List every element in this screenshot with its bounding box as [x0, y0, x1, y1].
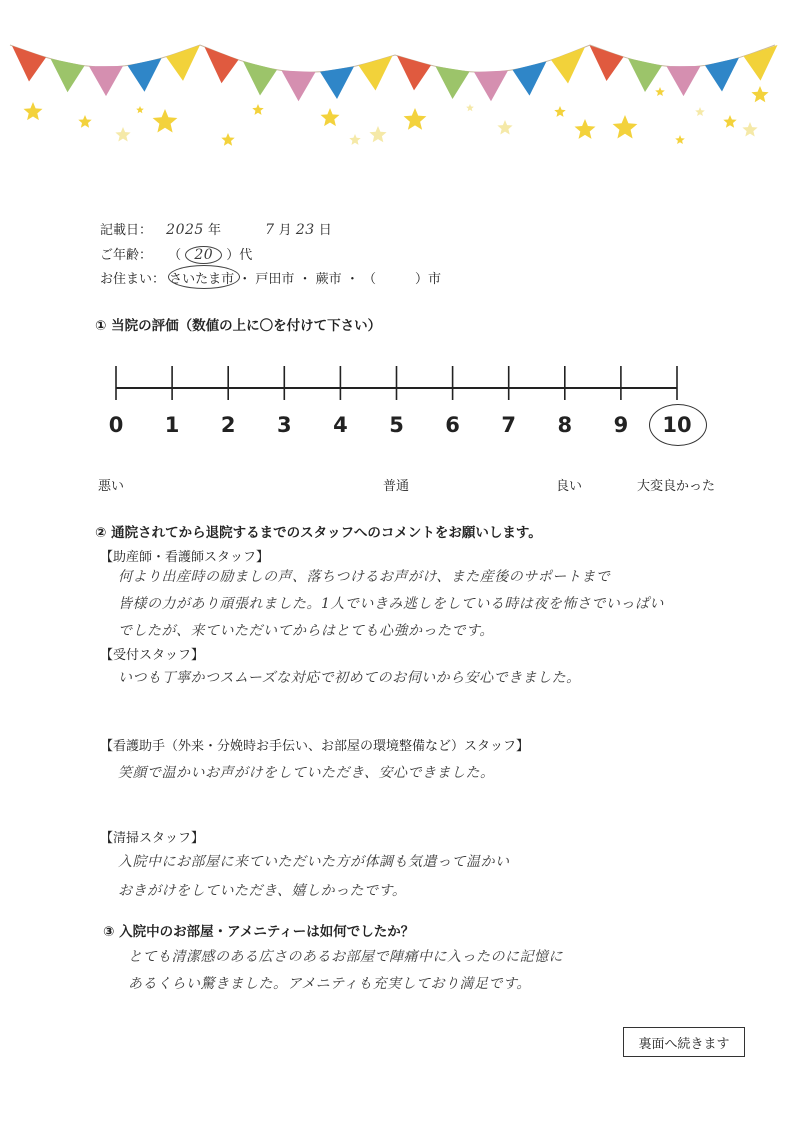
scale-number-0: 0 [108, 413, 124, 437]
date-month: 7 [265, 222, 275, 238]
cleaning-line-2: おきがけをしていただき、嬉しかったです。 [118, 883, 407, 899]
midwife-line-3: でしたが、来ていただいてからはとても心強かったです。 [118, 623, 494, 639]
scale-number-1: 1 [164, 413, 180, 437]
residence-options: さいたま市 ・ 戸田市 ・ 蕨市 ・ （ ）市 [169, 272, 441, 287]
scale-number-5: 5 [389, 413, 404, 437]
label-bad: 悪い [98, 479, 125, 494]
scale-number-8: 8 [557, 413, 573, 437]
date-label: 記載日： [100, 223, 153, 238]
rating-selected-circle [649, 404, 707, 446]
label-normal: 普通 [383, 479, 410, 494]
scale-number-10: 10 [662, 413, 692, 437]
date-year: 2025 [166, 222, 204, 238]
midwife-line-2: 皆様の力があり頑張れました。1人でいきみ逃しをしている時は夜を怖さでいっぱい [118, 596, 664, 612]
scale-number-6: 6 [445, 413, 460, 437]
cleaning-line-1: 入院中にお部屋に来ていただいた方が体調も気遣って温かい [118, 854, 510, 870]
cleaning-label: 【清掃スタッフ】 [100, 831, 205, 846]
residence-label: お住まい： [100, 272, 166, 287]
label-very-good: 大変良かった [637, 479, 716, 494]
continue-label: 裏面へ続きます [638, 1036, 730, 1052]
midwife-label: 【助産師・看護師スタッフ】 [100, 550, 270, 565]
continue-on-back-box [623, 1027, 745, 1057]
scale-number-9: 9 [613, 413, 629, 437]
reception-label: 【受付スタッフ】 [100, 648, 205, 663]
age-open: （ [168, 248, 182, 263]
rating-scale [0, 0, 800, 460]
q1-heading: ① 当院の評価（数値の上に〇を付けて下さい） [95, 318, 382, 334]
q3-line-1: とても清潔感のある広さのあるお部屋で陣痛中に入ったのに記憶に [128, 949, 563, 965]
scale-number-7: 7 [501, 413, 516, 437]
midwife-line-1: 何より出産時の励ましの声、落ちつけるお声がけ、また産後のサポートまで [118, 569, 611, 585]
q3-line-2: あるくらい驚きました。アメニティも充実しており満足です。 [128, 976, 531, 992]
scale-number-2: 2 [220, 413, 236, 437]
age-value-circled: 20 [185, 246, 222, 264]
q2-heading: ② 通院されてから退院するまでのスタッフへのコメントをお願いします。 [95, 525, 542, 541]
date-day: 23 [295, 222, 315, 238]
scale-number-3: 3 [276, 413, 292, 437]
date-year-unit: 年 [207, 223, 221, 238]
assistant-line-1: 笑顔で温かいお声がけをしていただき、安心できました。 [118, 765, 495, 781]
age-close: ）代 [226, 248, 253, 263]
q3-heading: ③ 入院中のお部屋・アメニティーは如何でしたか？ [103, 924, 415, 940]
date-month-unit: 月 [278, 223, 292, 238]
label-good: 良い [556, 479, 583, 494]
date-day-unit: 日 [318, 223, 332, 238]
assistant-label: 【看護助手（外来・分娩時お手伝い、お部屋の環境整備など）スタッフ】 [100, 739, 530, 754]
age-label: ご年齢： [100, 248, 153, 263]
reception-line-1: いつも丁寧かつスムーズな対応で初めてのお伺いから安心できました。 [118, 670, 581, 686]
scale-number-4: 4 [333, 413, 348, 437]
